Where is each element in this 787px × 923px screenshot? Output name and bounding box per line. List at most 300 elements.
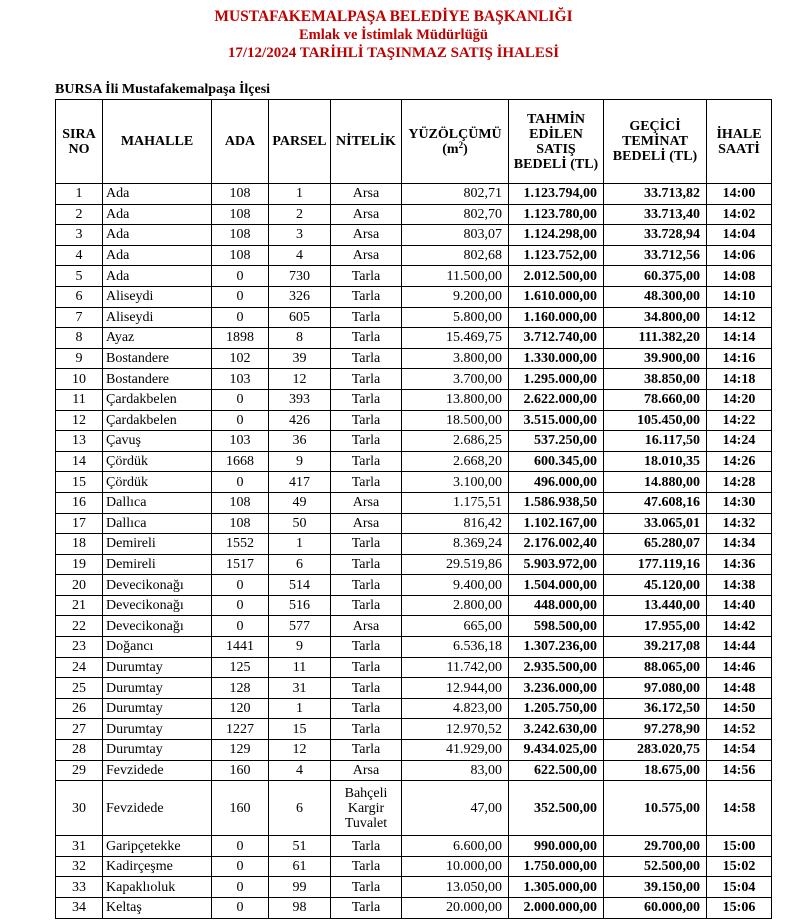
cell-mahalle: Çördük: [103, 472, 212, 493]
cell-mahalle: Kapaklıoluk: [103, 877, 212, 898]
auction-title: 17/12/2024 TARİHLİ TAŞINMAZ SATIŞ İHALESİ: [227, 45, 560, 61]
cell-parsel: 577: [269, 616, 331, 637]
cell-gecici-teminat: 33.065,01: [604, 513, 707, 534]
cell-tahmin-bedel: 2.012.500,00: [509, 266, 604, 287]
cell-mahalle: Garipçetekke: [103, 836, 212, 857]
cell-ihale-saati: 14:44: [707, 637, 772, 658]
cell-gecici-teminat: 10.575,00: [604, 781, 707, 836]
table-row: [56, 898, 772, 919]
table-row: [56, 369, 772, 390]
table-row: [56, 637, 772, 658]
cell-gecici-teminat: 17.955,00: [604, 616, 707, 637]
cell-parsel: 605: [269, 307, 331, 328]
cell-tahmin-bedel: 3.515.000,00: [509, 410, 604, 431]
cell-yuzolcumu: 10.000,00: [402, 856, 509, 877]
cell-yuzolcumu: 4.823,00: [402, 698, 509, 719]
cell-nitelik: Tarla: [331, 698, 402, 719]
cell-yuzolcumu: 13.050,00: [402, 877, 509, 898]
cell-ihale-saati: 15:06: [707, 898, 772, 919]
cell-tahmin-bedel: 1.124.298,00: [509, 225, 604, 246]
table-row: [56, 431, 772, 452]
cell-nitelik: Arsa: [331, 492, 402, 513]
cell-yuzolcumu: 6.536,18: [402, 637, 509, 658]
cell-ada: 0: [212, 472, 269, 493]
cell-mahalle: Devecikonağı: [103, 595, 212, 616]
cell-ada: 160: [212, 781, 269, 836]
cell-sira-no: 28: [56, 740, 103, 761]
cell-nitelik: Tarla: [331, 836, 402, 857]
cell-ihale-saati: 14:40: [707, 595, 772, 616]
cell-sira-no: 6: [56, 286, 103, 307]
cell-mahalle: Çördük: [103, 451, 212, 472]
cell-nitelik: Tarla: [331, 740, 402, 761]
cell-gecici-teminat: 88.065,00: [604, 657, 707, 678]
cell-ihale-saati: 14:06: [707, 245, 772, 266]
cell-ihale-saati: 14:22: [707, 410, 772, 431]
cell-tahmin-bedel: 598.500,00: [509, 616, 604, 637]
table-row: [56, 286, 772, 307]
cell-tahmin-bedel: 2.176.002,40: [509, 534, 604, 555]
cell-nitelik: Tarla: [331, 856, 402, 877]
cell-parsel: 3: [269, 225, 331, 246]
cell-mahalle: Bostandere: [103, 348, 212, 369]
cell-mahalle: Ada: [103, 184, 212, 205]
cell-parsel: 51: [269, 836, 331, 857]
cell-nitelik: Arsa: [331, 513, 402, 534]
cell-gecici-teminat: 78.660,00: [604, 389, 707, 410]
cell-nitelik: Arsa: [331, 245, 402, 266]
cell-mahalle: Aliseydi: [103, 286, 212, 307]
col-parsel: PARSEL: [269, 100, 331, 184]
cell-sira-no: 15: [56, 472, 103, 493]
cell-tahmin-bedel: 1.305.000,00: [509, 877, 604, 898]
cell-gecici-teminat: 65.280,07: [604, 534, 707, 555]
cell-sira-no: 20: [56, 575, 103, 596]
cell-gecici-teminat: 14.880,00: [604, 472, 707, 493]
cell-yuzolcumu: 665,00: [402, 616, 509, 637]
cell-gecici-teminat: 29.700,00: [604, 836, 707, 857]
table-header: [56, 100, 772, 184]
cell-parsel: 2: [269, 204, 331, 225]
cell-sira-no: 9: [56, 348, 103, 369]
cell-ada: 0: [212, 898, 269, 919]
cell-ada: 1898: [212, 328, 269, 349]
cell-tahmin-bedel: 537.250,00: [509, 431, 604, 452]
cell-ihale-saati: 14:14: [707, 328, 772, 349]
table-row: [56, 184, 772, 205]
cell-sira-no: 8: [56, 328, 103, 349]
cell-ihale-saati: 14:38: [707, 575, 772, 596]
cell-ihale-saati: 14:18: [707, 369, 772, 390]
cell-parsel: 6: [269, 781, 331, 836]
cell-yuzolcumu: 15.469,75: [402, 328, 509, 349]
cell-parsel: 426: [269, 410, 331, 431]
cell-ihale-saati: 14:42: [707, 616, 772, 637]
cell-gecici-teminat: 18.010,35: [604, 451, 707, 472]
table-row: [56, 307, 772, 328]
cell-parsel: 514: [269, 575, 331, 596]
cell-ada: 128: [212, 678, 269, 699]
cell-nitelik: Tarla: [331, 877, 402, 898]
cell-tahmin-bedel: 600.345,00: [509, 451, 604, 472]
cell-ada: 0: [212, 389, 269, 410]
cell-yuzolcumu: 29.519,86: [402, 554, 509, 575]
cell-ihale-saati: 14:04: [707, 225, 772, 246]
cell-sira-no: 26: [56, 698, 103, 719]
cell-mahalle: Aliseydi: [103, 307, 212, 328]
cell-sira-no: 13: [56, 431, 103, 452]
cell-tahmin-bedel: 1.307.236,00: [509, 637, 604, 658]
cell-parsel: 4: [269, 760, 331, 781]
cell-yuzolcumu: 3.100,00: [402, 472, 509, 493]
cell-sira-no: 17: [56, 513, 103, 534]
col-sira-no: SIRA NO: [56, 100, 103, 184]
cell-tahmin-bedel: 1.102.167,00: [509, 513, 604, 534]
cell-nitelik: Tarla: [331, 575, 402, 596]
cell-nitelik: Tarla: [331, 451, 402, 472]
cell-ada: 0: [212, 575, 269, 596]
cell-yuzolcumu: 2.668,20: [402, 451, 509, 472]
cell-gecici-teminat: 45.120,00: [604, 575, 707, 596]
table-row: [56, 781, 772, 836]
cell-gecici-teminat: 39.217,08: [604, 637, 707, 658]
cell-sira-no: 23: [56, 637, 103, 658]
cell-parsel: 61: [269, 856, 331, 877]
cell-nitelik: Arsa: [331, 225, 402, 246]
cell-sira-no: 1: [56, 184, 103, 205]
cell-ihale-saati: 14:28: [707, 472, 772, 493]
table-row: [56, 877, 772, 898]
cell-gecici-teminat: 18.675,00: [604, 760, 707, 781]
cell-ada: 1552: [212, 534, 269, 555]
cell-ada: 108: [212, 513, 269, 534]
cell-tahmin-bedel: 622.500,00: [509, 760, 604, 781]
cell-mahalle: Çavuş: [103, 431, 212, 452]
cell-sira-no: 32: [56, 856, 103, 877]
cell-mahalle: Dallıca: [103, 513, 212, 534]
cell-parsel: 49: [269, 492, 331, 513]
cell-gecici-teminat: 105.450,00: [604, 410, 707, 431]
department-title: Emlak ve İstimlak Müdürlüğü: [299, 27, 488, 43]
cell-nitelik: Tarla: [331, 595, 402, 616]
cell-parsel: 417: [269, 472, 331, 493]
cell-yuzolcumu: 3.700,00: [402, 369, 509, 390]
cell-sira-no: 2: [56, 204, 103, 225]
cell-parsel: 39: [269, 348, 331, 369]
table-row: [56, 856, 772, 877]
cell-sira-no: 14: [56, 451, 103, 472]
col-ihale-saati: İHALE SAATİ: [707, 100, 772, 184]
table-row: [56, 836, 772, 857]
cell-gecici-teminat: 38.850,00: [604, 369, 707, 390]
cell-yuzolcumu: 41.929,00: [402, 740, 509, 761]
cell-parsel: 31: [269, 678, 331, 699]
cell-gecici-teminat: 33.713,40: [604, 204, 707, 225]
cell-sira-no: 34: [56, 898, 103, 919]
cell-nitelik: Arsa: [331, 616, 402, 637]
table-row: [56, 698, 772, 719]
cell-parsel: 326: [269, 286, 331, 307]
cell-nitelik: Tarla: [331, 410, 402, 431]
cell-mahalle: Dallıca: [103, 492, 212, 513]
cell-gecici-teminat: 33.712,56: [604, 245, 707, 266]
cell-mahalle: Ada: [103, 266, 212, 287]
cell-ada: 0: [212, 836, 269, 857]
cell-nitelik: Tarla: [331, 637, 402, 658]
cell-yuzolcumu: 12.970,52: [402, 719, 509, 740]
cell-ihale-saati: 14:08: [707, 266, 772, 287]
cell-parsel: 1: [269, 534, 331, 555]
cell-parsel: 1: [269, 184, 331, 205]
cell-mahalle: Durumtay: [103, 719, 212, 740]
cell-sira-no: 18: [56, 534, 103, 555]
cell-sira-no: 3: [56, 225, 103, 246]
cell-yuzolcumu: 2.686,25: [402, 431, 509, 452]
cell-ihale-saati: 14:36: [707, 554, 772, 575]
table-row: [56, 204, 772, 225]
cell-yuzolcumu: 5.800,00: [402, 307, 509, 328]
cell-yuzolcumu: 2.800,00: [402, 595, 509, 616]
cell-parsel: 11: [269, 657, 331, 678]
cell-ada: 1668: [212, 451, 269, 472]
cell-tahmin-bedel: 5.903.972,00: [509, 554, 604, 575]
table-row: [56, 760, 772, 781]
cell-ada: 0: [212, 595, 269, 616]
cell-parsel: 8: [269, 328, 331, 349]
cell-mahalle: Durumtay: [103, 698, 212, 719]
cell-gecici-teminat: 39.900,00: [604, 348, 707, 369]
cell-yuzolcumu: 11.500,00: [402, 266, 509, 287]
cell-parsel: 516: [269, 595, 331, 616]
cell-tahmin-bedel: 1.504.000,00: [509, 575, 604, 596]
cell-mahalle: Ada: [103, 204, 212, 225]
cell-tahmin-bedel: 2.622.000,00: [509, 389, 604, 410]
cell-sira-no: 10: [56, 369, 103, 390]
cell-tahmin-bedel: 3.236.000,00: [509, 678, 604, 699]
table-row: [56, 225, 772, 246]
cell-ada: 103: [212, 431, 269, 452]
cell-gecici-teminat: 13.440,00: [604, 595, 707, 616]
cell-nitelik: Bahçeli Kargir Tuvalet: [331, 781, 402, 836]
table-row: [56, 740, 772, 761]
cell-nitelik: Tarla: [331, 898, 402, 919]
table-row: [56, 657, 772, 678]
cell-sira-no: 19: [56, 554, 103, 575]
cell-mahalle: Çardakbelen: [103, 410, 212, 431]
cell-yuzolcumu: 803,07: [402, 225, 509, 246]
cell-sira-no: 33: [56, 877, 103, 898]
table-row: [56, 492, 772, 513]
cell-yuzolcumu: 6.600,00: [402, 836, 509, 857]
cell-ada: 108: [212, 225, 269, 246]
table-row: [56, 451, 772, 472]
cell-nitelik: Tarla: [331, 369, 402, 390]
cell-parsel: 6: [269, 554, 331, 575]
cell-ada: 0: [212, 307, 269, 328]
table-row: [56, 595, 772, 616]
cell-tahmin-bedel: 1.205.750,00: [509, 698, 604, 719]
cell-ihale-saati: 14:32: [707, 513, 772, 534]
cell-ihale-saati: 14:48: [707, 678, 772, 699]
cell-sira-no: 27: [56, 719, 103, 740]
cell-mahalle: Durumtay: [103, 740, 212, 761]
cell-nitelik: Tarla: [331, 472, 402, 493]
cell-tahmin-bedel: 1.750.000,00: [509, 856, 604, 877]
cell-parsel: 98: [269, 898, 331, 919]
cell-mahalle: Devecikonağı: [103, 575, 212, 596]
cell-nitelik: Tarla: [331, 534, 402, 555]
cell-nitelik: Tarla: [331, 657, 402, 678]
cell-sira-no: 29: [56, 760, 103, 781]
cell-gecici-teminat: 39.150,00: [604, 877, 707, 898]
table-row: [56, 678, 772, 699]
cell-ihale-saati: 14:12: [707, 307, 772, 328]
cell-ihale-saati: 14:34: [707, 534, 772, 555]
cell-yuzolcumu: 9.200,00: [402, 286, 509, 307]
table-body: [56, 184, 772, 919]
cell-ada: 129: [212, 740, 269, 761]
cell-nitelik: Tarla: [331, 389, 402, 410]
cell-yuzolcumu: 3.800,00: [402, 348, 509, 369]
cell-gecici-teminat: 97.080,00: [604, 678, 707, 699]
cell-nitelik: Tarla: [331, 431, 402, 452]
cell-yuzolcumu: 20.000,00: [402, 898, 509, 919]
cell-ada: 0: [212, 616, 269, 637]
cell-nitelik: Tarla: [331, 266, 402, 287]
cell-parsel: 9: [269, 637, 331, 658]
cell-gecici-teminat: 33.713,82: [604, 184, 707, 205]
cell-tahmin-bedel: 3.712.740,00: [509, 328, 604, 349]
cell-ada: 1517: [212, 554, 269, 575]
cell-tahmin-bedel: 448.000,00: [509, 595, 604, 616]
cell-sira-no: 22: [56, 616, 103, 637]
cell-sira-no: 11: [56, 389, 103, 410]
cell-yuzolcumu: 816,42: [402, 513, 509, 534]
cell-ada: 0: [212, 266, 269, 287]
cell-mahalle: Devecikonağı: [103, 616, 212, 637]
cell-nitelik: Arsa: [331, 184, 402, 205]
table-row: [56, 554, 772, 575]
cell-mahalle: Ada: [103, 245, 212, 266]
document-header: [0, 7, 787, 63]
table-row: [56, 616, 772, 637]
cell-tahmin-bedel: 2.000.000,00: [509, 898, 604, 919]
cell-mahalle: Durumtay: [103, 678, 212, 699]
cell-yuzolcumu: 83,00: [402, 760, 509, 781]
col-nitelik: NİTELİK: [331, 100, 402, 184]
table-row: [56, 389, 772, 410]
cell-ihale-saati: 14:10: [707, 286, 772, 307]
cell-yuzolcumu: 13.800,00: [402, 389, 509, 410]
cell-ihale-saati: 14:58: [707, 781, 772, 836]
cell-mahalle: Ayaz: [103, 328, 212, 349]
cell-ada: 108: [212, 204, 269, 225]
cell-ada: 0: [212, 856, 269, 877]
cell-ihale-saati: 14:46: [707, 657, 772, 678]
cell-ada: 0: [212, 877, 269, 898]
table-row: [56, 513, 772, 534]
col-ada: ADA: [212, 100, 269, 184]
cell-ada: 0: [212, 410, 269, 431]
cell-parsel: 12: [269, 369, 331, 390]
cell-ihale-saati: 14:02: [707, 204, 772, 225]
table-row: [56, 534, 772, 555]
cell-sira-no: 7: [56, 307, 103, 328]
table-row: [56, 719, 772, 740]
cell-mahalle: Ada: [103, 225, 212, 246]
cell-parsel: 4: [269, 245, 331, 266]
cell-parsel: 730: [269, 266, 331, 287]
cell-ada: 0: [212, 286, 269, 307]
cell-nitelik: Tarla: [331, 328, 402, 349]
cell-sira-no: 21: [56, 595, 103, 616]
cell-mahalle: Kadirçeşme: [103, 856, 212, 877]
cell-gecici-teminat: 283.020,75: [604, 740, 707, 761]
cell-mahalle: Demireli: [103, 554, 212, 575]
col-yuzolcumu: [402, 100, 509, 184]
cell-ada: 160: [212, 760, 269, 781]
cell-gecici-teminat: 48.300,00: [604, 286, 707, 307]
cell-ihale-saati: 15:04: [707, 877, 772, 898]
cell-nitelik: Tarla: [331, 348, 402, 369]
cell-parsel: 12: [269, 740, 331, 761]
cell-gecici-teminat: 111.382,20: [604, 328, 707, 349]
cell-parsel: 99: [269, 877, 331, 898]
cell-ihale-saati: 14:26: [707, 451, 772, 472]
cell-ada: 108: [212, 492, 269, 513]
cell-tahmin-bedel: 1.610.000,00: [509, 286, 604, 307]
cell-gecici-teminat: 33.728,94: [604, 225, 707, 246]
cell-yuzolcumu: 9.400,00: [402, 575, 509, 596]
table-row: [56, 328, 772, 349]
cell-ada: 108: [212, 184, 269, 205]
cell-parsel: 393: [269, 389, 331, 410]
cell-parsel: 15: [269, 719, 331, 740]
cell-ada: 120: [212, 698, 269, 719]
cell-tahmin-bedel: 2.935.500,00: [509, 657, 604, 678]
cell-tahmin-bedel: 1.586.938,50: [509, 492, 604, 513]
table-row: [56, 410, 772, 431]
cell-tahmin-bedel: 1.123.780,00: [509, 204, 604, 225]
cell-gecici-teminat: 36.172,50: [604, 698, 707, 719]
auction-table: [55, 99, 772, 919]
cell-ihale-saati: 15:02: [707, 856, 772, 877]
cell-yuzolcumu: 8.369,24: [402, 534, 509, 555]
cell-nitelik: Tarla: [331, 286, 402, 307]
cell-ihale-saati: 14:54: [707, 740, 772, 761]
cell-gecici-teminat: 16.117,50: [604, 431, 707, 452]
cell-yuzolcumu: 47,00: [402, 781, 509, 836]
cell-tahmin-bedel: 1.123.752,00: [509, 245, 604, 266]
cell-sira-no: 12: [56, 410, 103, 431]
table-row: [56, 348, 772, 369]
cell-ihale-saati: 14:16: [707, 348, 772, 369]
cell-tahmin-bedel: 1.330.000,00: [509, 348, 604, 369]
cell-tahmin-bedel: 1.295.000,00: [509, 369, 604, 390]
cell-ihale-saati: 15:00: [707, 836, 772, 857]
cell-ihale-saati: 14:00: [707, 184, 772, 205]
cell-mahalle: Fevzidede: [103, 760, 212, 781]
cell-sira-no: 30: [56, 781, 103, 836]
cell-tahmin-bedel: 496.000,00: [509, 472, 604, 493]
cell-nitelik: Tarla: [331, 678, 402, 699]
cell-ihale-saati: 14:52: [707, 719, 772, 740]
cell-ihale-saati: 14:56: [707, 760, 772, 781]
col-gecici-teminat: GEÇİCİ TEMİNAT BEDELİ (TL): [604, 100, 707, 184]
col-tahmin-bedel: TAHMİN EDİLEN SATIŞ BEDELİ (TL): [509, 100, 604, 184]
cell-ada: 102: [212, 348, 269, 369]
cell-yuzolcumu: 18.500,00: [402, 410, 509, 431]
